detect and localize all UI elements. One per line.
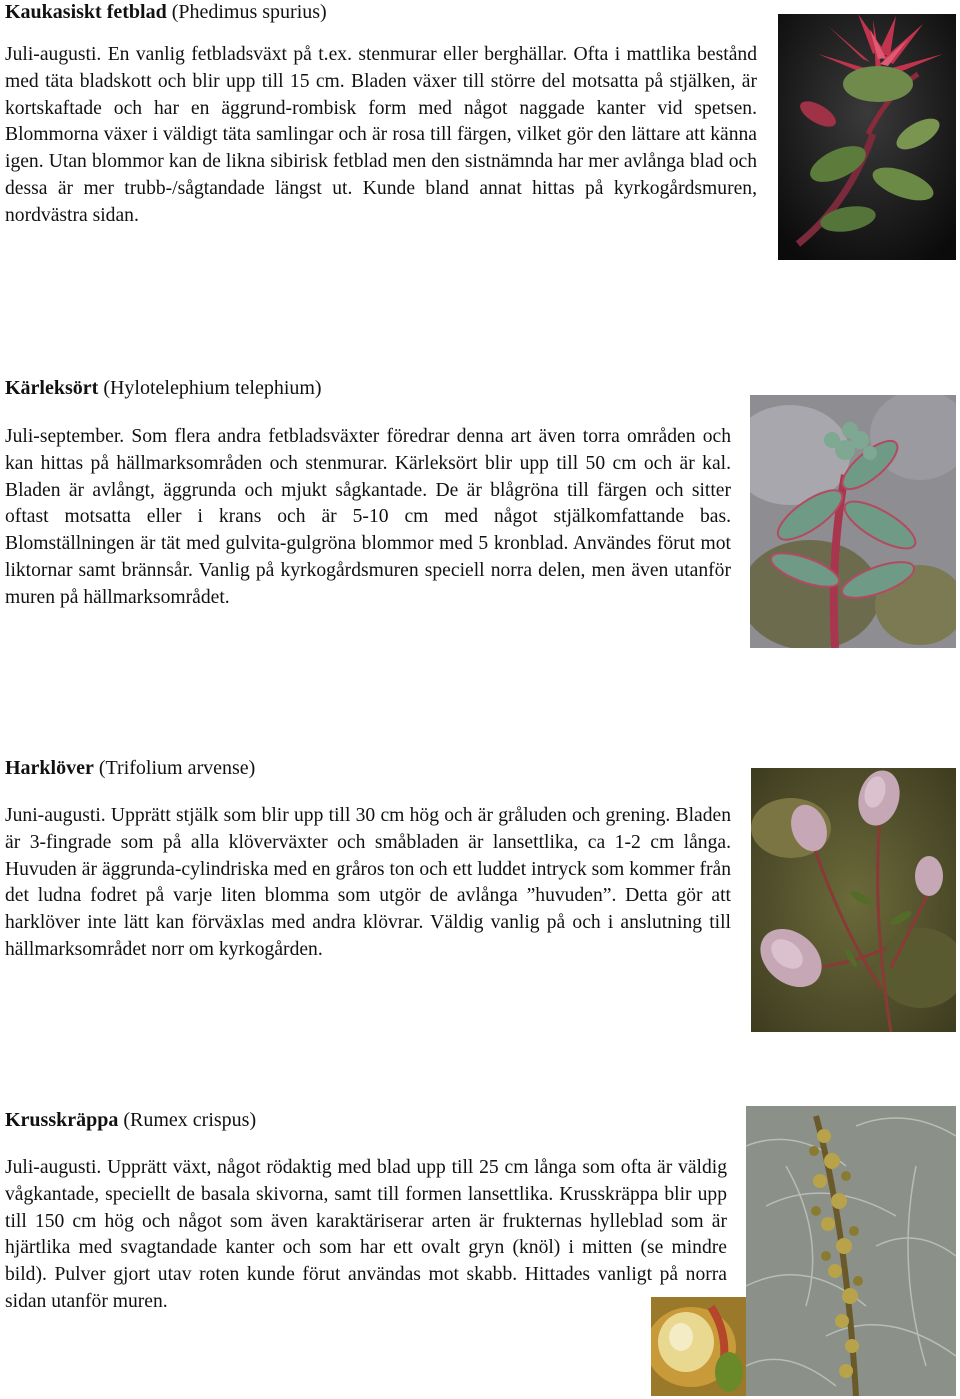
pink-sedum-photo bbox=[778, 14, 956, 260]
dock-photo bbox=[746, 1106, 956, 1396]
species-heading bbox=[5, 1108, 256, 1132]
species-heading bbox=[5, 376, 322, 400]
species-name: Harklöver bbox=[5, 757, 94, 779]
species-name: Kärleksört bbox=[5, 377, 99, 399]
species-name: Krusskräppa bbox=[5, 1109, 119, 1131]
dock-fruit-inset-photo bbox=[651, 1297, 746, 1396]
species-name: Kaukasiskt fetblad bbox=[5, 1, 167, 23]
clover-photo bbox=[751, 768, 956, 1032]
species-description: Juli-augusti. En vanlig fetbladsväxt på t.ex. stenmurar eller berghällar. Ofta i mattlika bestånd med täta bladskott och blir upp till 15 cm. Bladen växer till större del motsatta på stjälken, är kortskaftade och har en äggrund-rombisk form med något naggade kanter vid spetsen. Blommorna växer i väldigt täta samlingar och är rosa till färgen, vilket gör den lättare att känna igen. Utan blommor kan de likna sibirisk fetblad men den sistnämnda har mer avlånga blad och dessa är mer trubb-/sågtandade längst ut. Kunde bland annat hittas på kyrkogårdsmuren, nordvästra sidan. bbox=[5, 44, 757, 226]
species-latin: (Hylotelephium telephium) bbox=[103, 377, 322, 399]
species-description: Juni-augusti. Upprätt stjälk som blir upp till 30 cm hög och är gråluden och grening. Bladen är 3-fingrade som på alla klöverväxter och småbladen är lansettlika, ca 1-2 cm långa. Huvuden är äggrunda-cylindriska med en gråros ton och ett luddet intryck som kommer från det ludna fodret på varje liten blomma som utgör de avlånga ”huvuden”. Detta gör att harklöver inte lätt kan förväxlas med andra klövrar. Väldig vanlig på och i anslutning till hällmarksområdet norr om kyrkogården. bbox=[5, 805, 731, 960]
species-description: Juli-augusti. Upprätt växt, något rödaktig med blad upp till 25 cm långa som ofta är väldig vågkantade, speciellt de basala skivorna, samt till formen lansettlika. Krusskräppa blir upp till 150 cm hög och något som även karaktäriserar arten är frukternas hylleblad som är hjärtlika med svagtandade kanter och som har ett ovalt gryn (knöl) i mitten (se mindre bild). Pulver gjort utav roten kunde förut användas mot skabb. Hittades vanligt på norra sidan utanför muren. bbox=[5, 1157, 727, 1312]
species-heading bbox=[5, 0, 327, 24]
species-latin: (Phedimus spurius) bbox=[171, 1, 327, 23]
orpine-photo bbox=[750, 395, 956, 648]
species-heading bbox=[5, 756, 255, 780]
species-description: Juli-september. Som flera andra fetbladsväxter föredrar denna art även torra områden och kan hittas på hällmarksområden och stenmurar. Kärleksört blir upp till 50 cm och är kal. Bladen är avlångt, äggrunda och mjukt sågkantade. De är blågröna till färgen och sitter oftast motsatta eller i krans och är 5-10 cm med något stjälkomfattande bas. Blomställningen är tät med gulvita-gulgröna blommor med 5 kronblad. Användes förut mot liktornar samt brännsår. Vanlig på kyrkogårdsmuren speciell norra delen, men även utanför muren på hällmarksområdet. bbox=[5, 426, 731, 608]
species-latin: (Trifolium arvense) bbox=[98, 757, 256, 779]
species-latin: (Rumex crispus) bbox=[123, 1109, 257, 1131]
